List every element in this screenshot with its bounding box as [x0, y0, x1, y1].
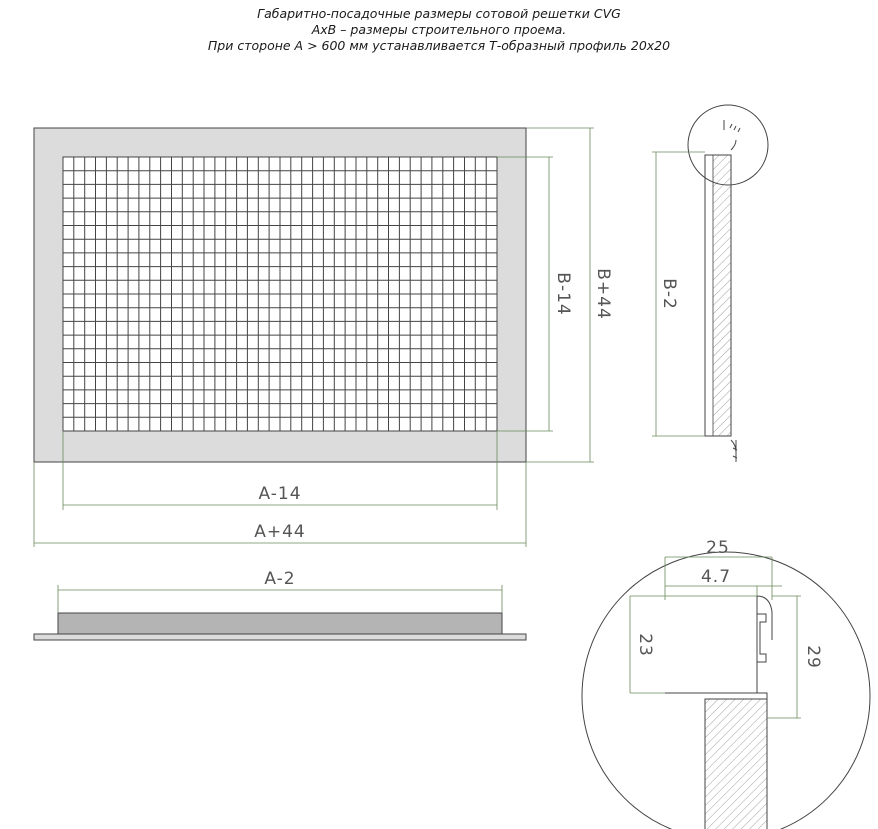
bottom-view	[34, 613, 526, 640]
label-4-7: 4.7	[700, 567, 732, 587]
label-b-minus-2: B-2	[659, 278, 679, 310]
label-a-plus-44: A+44	[254, 522, 306, 542]
caption-line-2: AxB – размеры строительного проема.	[311, 22, 567, 37]
profile-detail	[582, 552, 870, 829]
label-23: 23	[635, 633, 655, 657]
label-b-minus-14: B-14	[553, 272, 573, 316]
label-29: 29	[803, 645, 823, 669]
front-view	[34, 128, 526, 462]
label-a-minus-2: A-2	[264, 569, 296, 589]
label-a-minus-14: A-14	[258, 484, 302, 504]
caption-line-3: При стороне A > 600 мм устанавливается Т-образный профиль 20х20	[207, 38, 671, 53]
label-25: 25	[706, 538, 730, 558]
caption-line-1: Габаритно-посадочные размеры сотовой решетки CVG	[257, 6, 621, 21]
label-b-plus-44: B+44	[593, 268, 613, 320]
dim-a-minus-2	[58, 585, 502, 613]
honeycomb-grid	[63, 157, 497, 431]
side-view	[688, 105, 768, 462]
